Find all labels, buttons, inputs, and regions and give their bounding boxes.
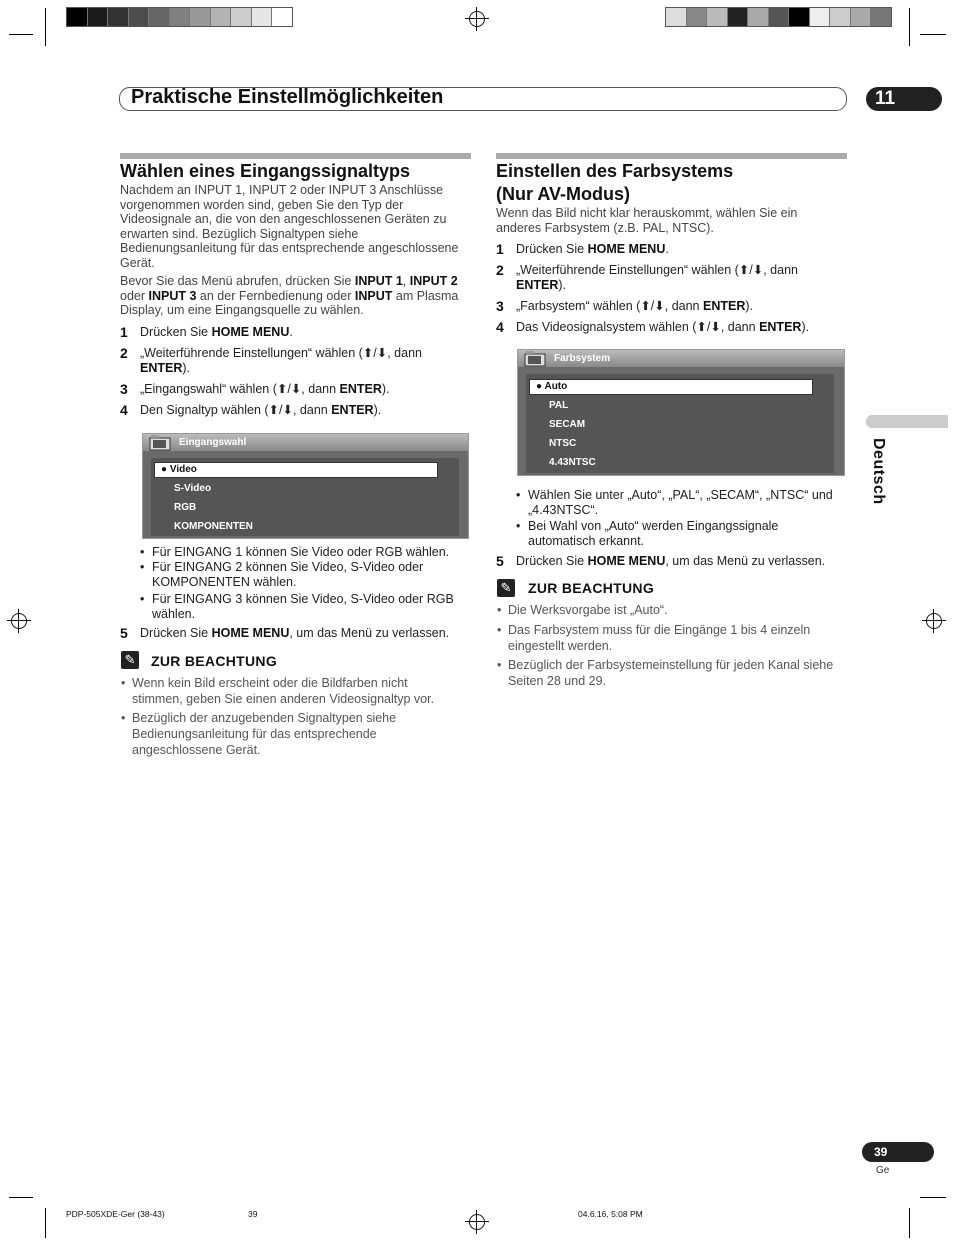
- pencil-icon: ✎: [121, 651, 139, 669]
- pencil-icon: ✎: [497, 579, 515, 597]
- step-4: 4 Das Videosignalsystem wählen (⬆/⬇, dann ENTER).: [496, 319, 810, 335]
- registration-mark: [469, 11, 485, 27]
- menu-item: NTSC: [549, 438, 577, 449]
- crop-mark: [909, 8, 910, 46]
- crop-mark: [9, 34, 33, 35]
- step-1: 1 Drücken Sie HOME MENU.: [496, 241, 669, 257]
- footer-page: 39: [248, 1209, 258, 1219]
- registration-mark: [11, 613, 27, 629]
- bullet-item: • Für EINGANG 2 können Sie Video, S-Video oder KOMPONENTEN wählen.: [152, 560, 442, 590]
- step-1: 1 Drücken Sie HOME MENU.: [120, 324, 293, 340]
- crop-mark: [920, 1197, 946, 1198]
- menu-item: KOMPONENTEN: [174, 521, 253, 532]
- note-item: • Die Werksvorgabe ist „Auto“.: [508, 602, 828, 618]
- menu-screenshot-eingangswahl: [142, 433, 469, 539]
- language-label: Deutsch: [870, 438, 887, 505]
- color-strip-right: [665, 7, 892, 27]
- color-strip-left: [66, 7, 293, 27]
- step-4: 4 Den Signaltyp wählen (⬆/⬇, dann ENTER).: [120, 402, 382, 418]
- step-5: 5 Drücken Sie HOME MENU, um das Menü zu verlassen.: [496, 553, 826, 569]
- note-title: ZUR BEACHTUNG: [151, 653, 278, 669]
- crop-mark: [45, 1208, 46, 1238]
- intro-text: Wenn das Bild nicht klar herauskommt, wählen Sie ein anderes Farbsystem (z.B. PAL, NTSC).: [496, 206, 798, 235]
- section-title: Einstellen des Farbsystems (Nur AV-Modus): [496, 161, 734, 204]
- step-5: 5 Drücken Sie HOME MENU, um das Menü zu verlassen.: [120, 625, 450, 641]
- menu-item: PAL: [549, 400, 569, 411]
- note-item: • Bezüglich der anzugebenden Signaltypen siehe Bedienungsanleitung für das entsprechende angeschlossene Gerät.: [132, 710, 432, 758]
- note-item: • Wenn kein Bild erscheint oder die Bildfarben nicht stimmen, geben Sie einen anderen Videosignaltyp vor.: [132, 675, 452, 707]
- language-tab: [866, 415, 948, 428]
- footer-date: 04.6.16, 5:08 PM: [578, 1209, 643, 1219]
- page-lang: Ge: [876, 1165, 890, 1176]
- footer-file: PDP-505XDE-Ger (38-43): [66, 1209, 165, 1219]
- menu-title: Farbsystem: [554, 353, 611, 364]
- section-rule: [120, 153, 471, 159]
- bullet-item: • Bei Wahl von „Auto“ werden Eingangssignale automatisch erkannt.: [528, 519, 828, 549]
- before-text: Bevor Sie das Menü abrufen, drücken Sie INPUT 1, INPUT 2 oder INPUT 3 an der Fernbedienung oder INPUT am Plasma Display, um eine Eingangsquelle zu wählen.: [120, 274, 459, 317]
- menu-item: S-Video: [174, 483, 212, 494]
- menu-title: Eingangswahl: [179, 437, 247, 448]
- menu-selected-item: ● Video: [154, 462, 438, 478]
- section-title: Wählen eines Eingangssignaltyps: [120, 161, 411, 181]
- bullet-item: • Für EINGANG 3 können Sie Video, S-Video oder RGB wählen.: [152, 592, 472, 622]
- step-2: 2 „Weiterführende Einstellungen“ wählen (⬆/⬇, dann ENTER).: [496, 262, 798, 292]
- crop-mark: [45, 8, 46, 46]
- tv-icon: [524, 351, 548, 367]
- menu-title-bar: [143, 434, 468, 451]
- menu-item: 4.43NTSC: [549, 457, 596, 468]
- note-item: • Bezüglich der Farbsystemeinstellung für jeden Kanal siehe Seiten 28 und 29.: [508, 657, 848, 689]
- step-3: 3 „Farbsystem“ wählen (⬆/⬇, dann ENTER).: [496, 298, 753, 314]
- tv-icon: [149, 435, 173, 451]
- crop-mark: [909, 1208, 910, 1238]
- crop-mark: [9, 1197, 33, 1198]
- step-3: 3 „Eingangswahl“ wählen (⬆/⬇, dann ENTER).: [120, 381, 390, 397]
- section-rule: [496, 153, 847, 159]
- menu-item: RGB: [174, 502, 197, 513]
- note-title: ZUR BEACHTUNG: [528, 580, 655, 596]
- crop-mark: [920, 34, 946, 35]
- registration-mark: [926, 613, 942, 629]
- page-title: Praktische Einstellmöglichkeiten: [131, 86, 444, 108]
- menu-screenshot-farbsystem: [517, 349, 845, 476]
- note-item: • Das Farbsystem muss für die Eingänge 1 bis 4 einzeln eingestellt werden.: [508, 622, 838, 654]
- page-number: 39: [862, 1142, 934, 1162]
- menu-selected-item: ● Auto: [529, 379, 813, 395]
- intro-text: Nachdem an INPUT 1, INPUT 2 oder INPUT 3 Anschlüsse vorgenommen worden sind, geben Sie den Typ der Videosignale an, die von den angeschlossenen Geräten zu erwarten sind. Bezüglich Signaltypen siehe Bedienungsanleitung für das entsprechende angeschlossene Gerät.: [120, 183, 459, 270]
- registration-mark: [469, 1214, 485, 1230]
- menu-title-bar: [518, 350, 844, 367]
- step-2: 2 „Weiterführende Einstellungen“ wählen (⬆/⬇, dann ENTER).: [120, 345, 422, 375]
- chapter-badge: 11: [866, 87, 942, 111]
- bullet-item: • Für EINGANG 1 können Sie Video oder RGB wählen.: [152, 545, 472, 560]
- bullet-item: • Wählen Sie unter „Auto“, „PAL“, „SECAM“, „NTSC“ und „4.43NTSC“.: [528, 488, 838, 518]
- menu-item: SECAM: [549, 419, 586, 430]
